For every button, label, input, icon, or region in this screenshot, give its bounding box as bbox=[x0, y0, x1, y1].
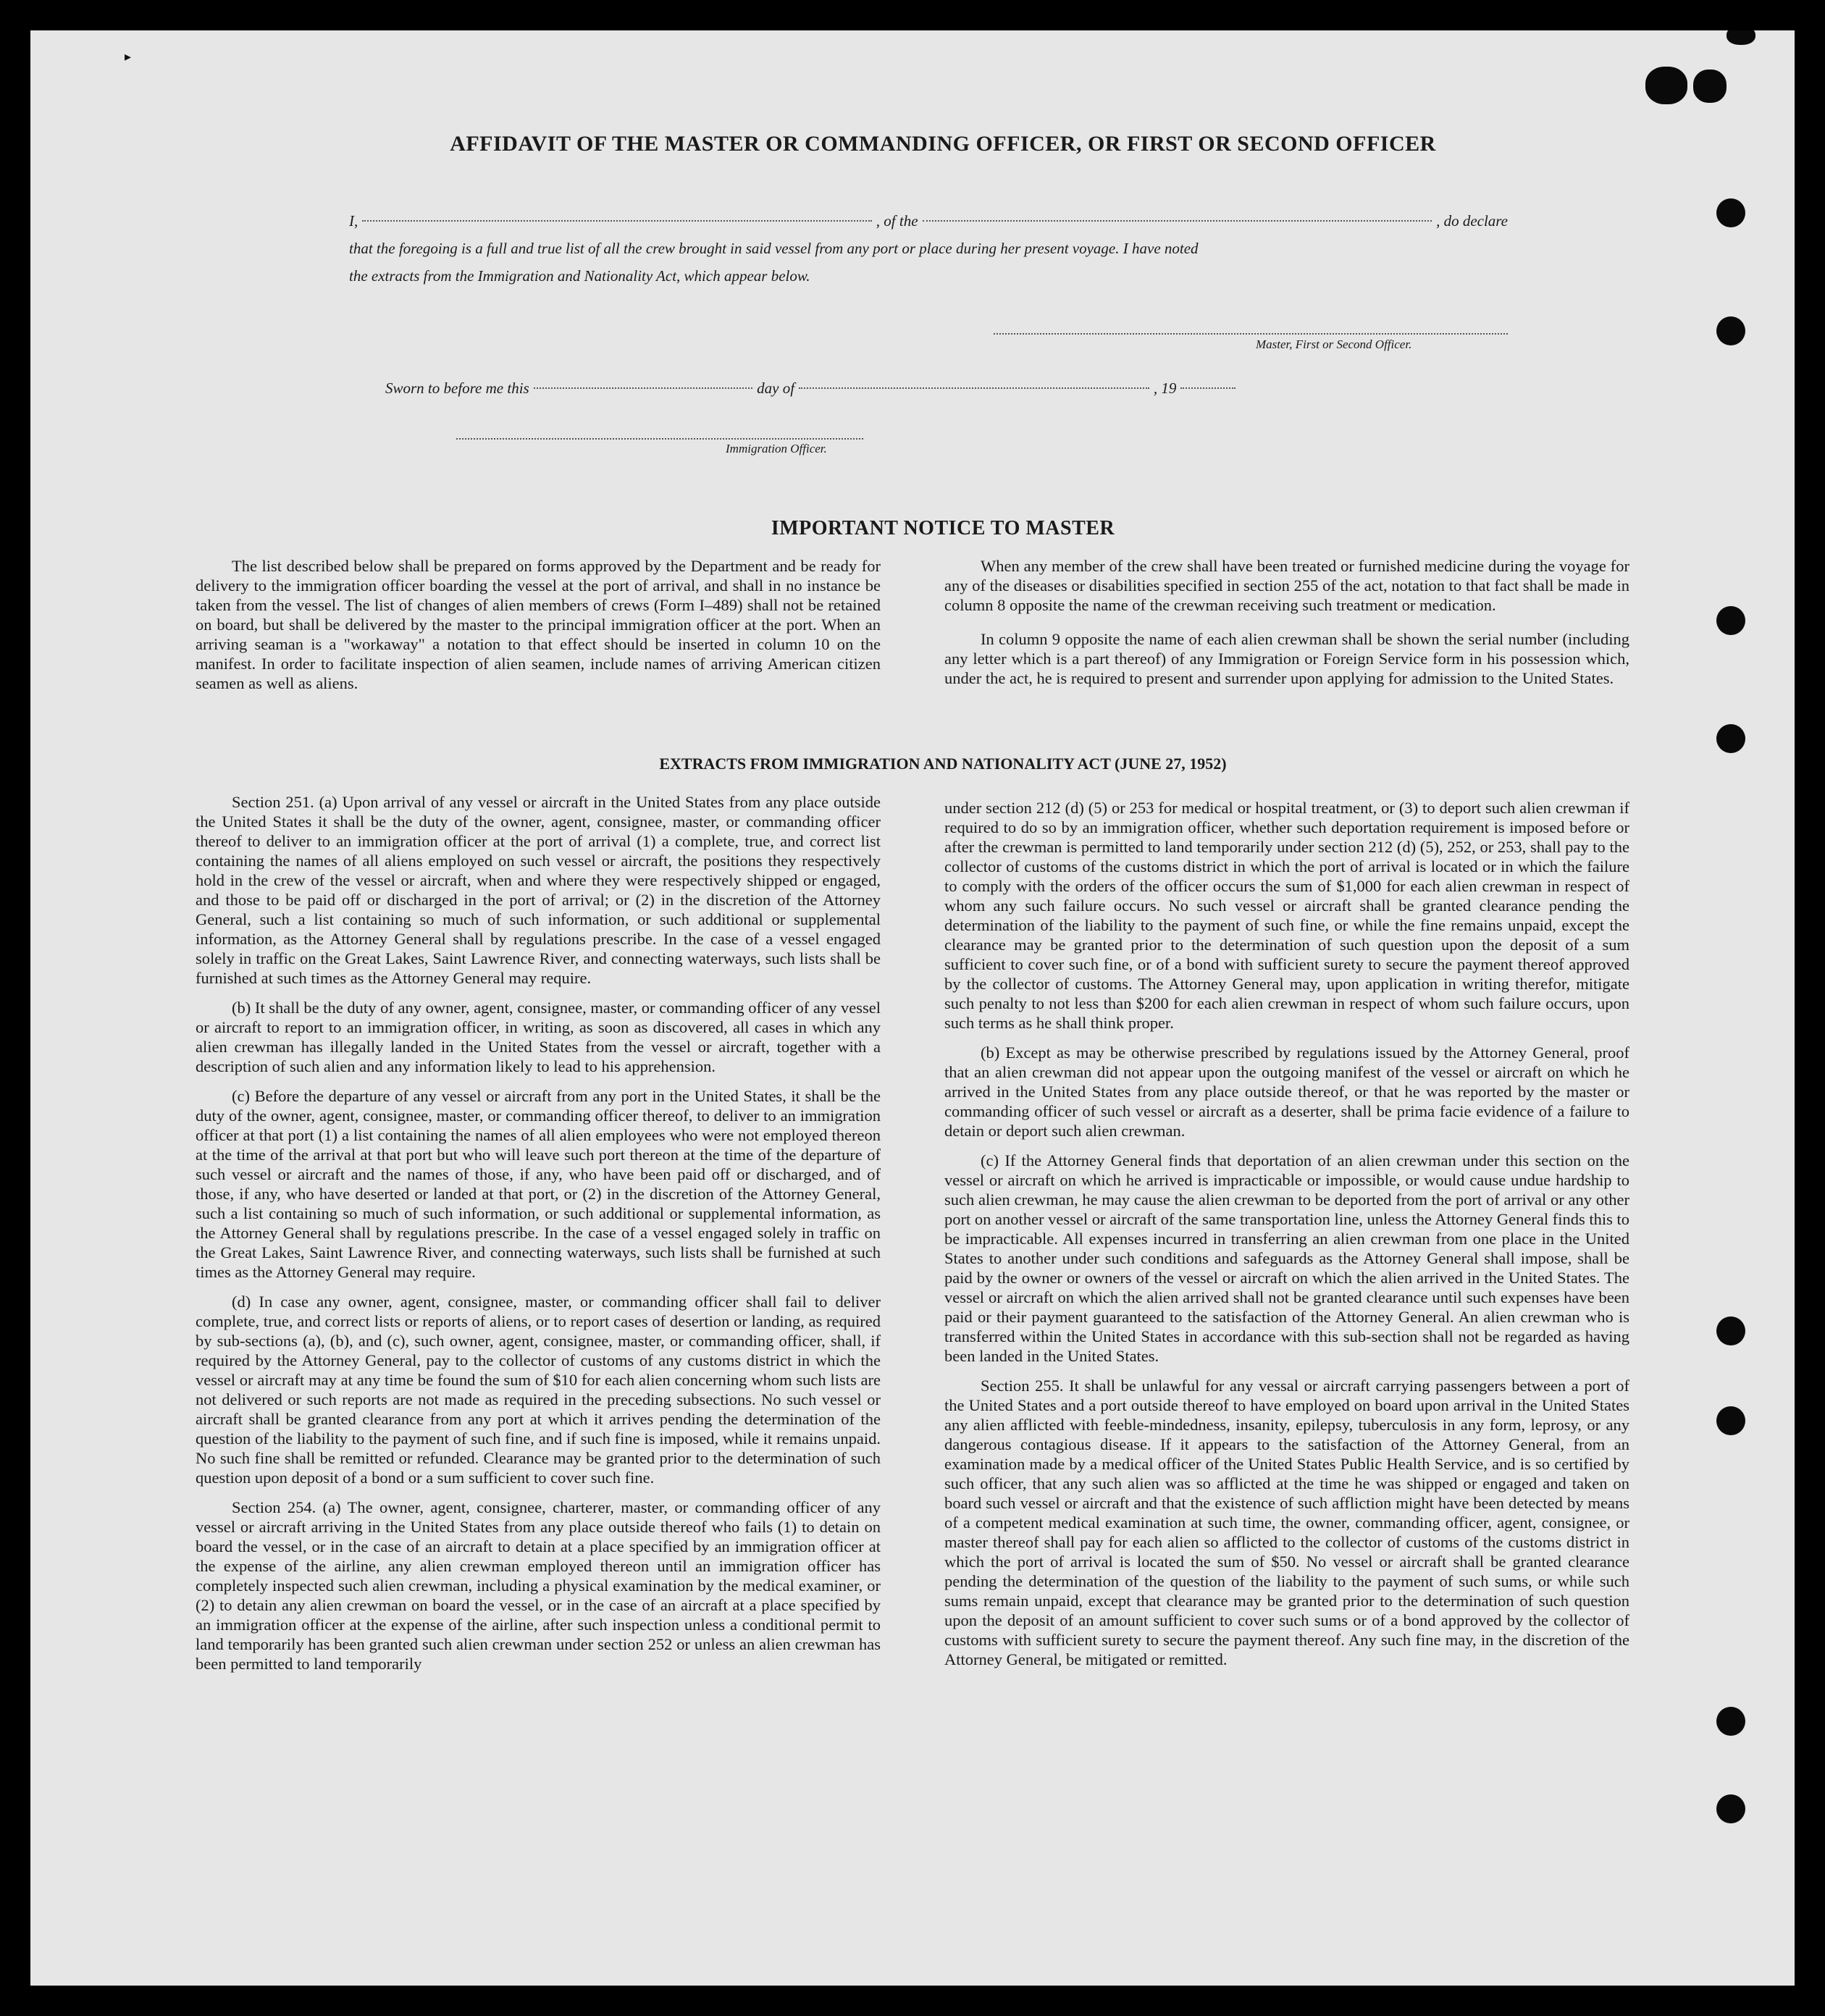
notice-title: IMPORTANT NOTICE TO MASTER bbox=[771, 517, 1115, 539]
officer-signature-label: Immigration Officer. bbox=[726, 442, 827, 455]
punch-hole-icon bbox=[1716, 1406, 1745, 1435]
master-signature-label: Master, First or Second Officer. bbox=[1256, 337, 1412, 351]
sworn-year-field[interactable] bbox=[1180, 387, 1235, 389]
punch-hole-icon bbox=[1716, 1794, 1745, 1823]
extract-paragraph: (d) In case any owner, agent, consignee, master, or commanding officer shall fail to deliver complete, true, and correct lists or reports of aliens, or to report cases of desertion or landing, as required by sub-sections (a), (b), and (c), such owner, agent, consignee, master, or commanding officer, shall, if required by the Attorney General, pay to the collector of customs of any customs district in which the vessel or aircraft may at any time be found the sum of $10 for each alien concerning whom such lists are not delivered or such reports are not made as required in the preceding subsections. No such vessel or aircraft shall be granted clearance from any port at which it arrives pending the determination of the question of the liability to the payment of such fine, and if such fine is imposed, while it remains unpaid. No such fine shall be remitted or refunded. Clearance may be granted prior to the determination of such question upon deposit of a bond or a sum sufficient to cover such fine. bbox=[196, 1293, 881, 1487]
extract-paragraph: Section 251. (a) Upon arrival of any vessel or aircraft in the United States from any place outside the United States it shall be the duty of the owner, agent, consignee, master, or commanding officer thereof to deliver to an immigration officer at the port of arrival (1) a complete, true, and correct list containing the names of all aliens employed on such vessel or aircraft, the positions they respectively hold in the crew of the vessel or aircraft, when and where they were respectively shipped or engaged, and those to be paid off or discharged in the port of arrival; or (2) in the discretion of the Attorney General, such a list containing so much of such information, or such additional or supplemental information, as the Attorney General shall by regulations prescribe. In the case of a vessel engaged solely in traffic on the Great Lakes, Saint Lawrence River, and connecting waterways, such lists shall be furnished at such times as the Attorney General may require. bbox=[196, 793, 881, 987]
notice-paragraph: In column 9 opposite the name of each alien crewman shall be shown the serial number (including any letter which is a part thereof) of any Immigration or Foreign Service form in his possession which, under the act, he is required to present and surrender upon applying for admission to the United States. bbox=[944, 630, 1629, 687]
sworn-label: Sworn to before me this bbox=[385, 379, 529, 397]
binding-blob-icon bbox=[1645, 67, 1687, 104]
extract-paragraph: under section 212 (d) (5) or 253 for medical or hospital treatment, or (3) to deport such alien crewman if required to do so by an immigration officer, whether such deportation requirement is imposed before or after the crewman is permitted to land temporarily under section 212 (d) (5), 252, or 253, shall pay to the collector of customs of the customs district in which the port of arrival is located or in which the failure to comply with the orders of the officer occurs the sum of $1,000 for each alien crewman in respect of whom any such failure occurs. No such vessel or aircraft shall be granted clearance pending the determination of the liability to the payment of such fine, or while the fine remains unpaid, except the clearance may be granted prior to the determination of such question upon the deposit of a sum sufficient to cover such fine, or of a bond with sufficient surety to secure the payment thereof approved by the collector of customs. The Attorney General may, upon application in writing therefor, mitigate such penalty to not less than $200 for each alien crewman in respect of whom such failure occurs, upon such terms as he shall think proper. bbox=[944, 799, 1629, 1032]
extract-paragraph: Section 255. It shall be unlawful for any vessal or aircraft carrying passengers between a port of the United States and a port outside thereof to have employed on board upon arrival in the United States any alien afflicted with feeble-mindedness, insanity, epilepsy, tuberculosis in any form, leprosy, or any dangerous contagious disease. If it appears to the satisfaction of the Attorney General, from an examination made by a medical officer of the United States Public Health Service, and is so certified by such officer, that any such alien was so afflicted at the time he was shipped or engaged and taken on board such vessel or aircraft and that the existence of such affliction might have been detected by means of a competent medical examination at such time, the owner, commanding officer, agent, consignee, or master thereof shall pay for each alien so afflicted to the collector of customs of the customs district in which the port of arrival is located the sum of $50. No vessel or aircraft shall be granted clearance pending the determination of the question of the liability to the payment of such sums, or while such sums remain unpaid, except that clearance may be granted prior to the determination of such question upon the deposit of an amount sufficient to cover such sums or of a bond approved by the collector of customs with sufficient surety to secure the payment thereof. Any such fine may, in the discretion of the Attorney General, be mitigated or remitted. bbox=[944, 1377, 1629, 1668]
punch-hole-icon bbox=[1716, 1707, 1745, 1736]
master-signature-field[interactable] bbox=[994, 333, 1508, 335]
notice-right-column bbox=[944, 556, 1629, 698]
declarant-prefix: I, bbox=[349, 212, 358, 230]
notice-left-column bbox=[196, 556, 881, 703]
declaration bbox=[349, 207, 1508, 290]
vessel-name-field[interactable] bbox=[923, 220, 1432, 222]
sworn-line bbox=[385, 379, 1240, 398]
extracts-title: EXTRACTS FROM IMMIGRATION AND NATIONALITY ACT (JUNE 27, 1952) bbox=[659, 755, 1227, 773]
punch-hole-icon bbox=[1716, 1316, 1745, 1345]
extract-paragraph: (c) Before the departure of any vessel or aircraft from any port in the United States, it shall be the duty of the owner, agent, consignee, master, or commanding officer thereof, to deliver to an immigration officer at that port (1) a list containing the names of all alien employees who were not employed thereon at the time of the arrival at that port but who will leave such port thereon at the time of the departure of such vessel or aircraft and the names of those, if any, who have been paid off or discharged, and of those, if any, who have deserted or landed at that port, or (2) in the discretion of the Attorney General, such a list containing so much of such information, or such additional or supplemental information, as the Attorney General shall by regulations prescribe. In the case of a vessel engaged solely in traffic on the Great Lakes, Saint Lawrence River, and connecting waterways, such lists shall be furnished at such times as the Attorney General may require. bbox=[196, 1087, 881, 1281]
extract-paragraph: (b) It shall be the duty of any owner, agent, consignee, master, or commanding officer of any vessel or aircraft to report to an immigration officer, in writing, as soon as discovered, all cases in which any alien crewman has illegally landed in the United States from the vessel or aircraft, together with a description of such alien and any information likely to lead to his apprehension. bbox=[196, 999, 881, 1075]
extracts-left-column bbox=[196, 792, 881, 1684]
binding-blob-icon bbox=[1693, 70, 1727, 103]
sworn-month-field[interactable] bbox=[799, 387, 1149, 389]
notice-paragraph: When any member of the crew shall have been treated or furnished medicine during the voyage for any of the diseases or disabilities specified in section 255 of the act, notation to that fact shall be made in column 8 opposite the name of the crewman receiving such treatment or medication. bbox=[944, 557, 1629, 614]
document-page bbox=[30, 30, 1795, 1986]
notice-paragraph: The list described below shall be prepared on forms approved by the Department and be ready for delivery to the immigration officer boarding the vessel at the port of arrival, and shall in no instance be taken from the vessel. The list of changes of alien members of crews (Form I–489) shall not be retained on board, but shall be delivered by the master to the principal immigration officer at the port. When an arriving seaman is a "workaway" a notation to that effect should be inserted in column 10 on the manifest. In order to facilitate inspection of alien seamen, include names of arriving American citizen seamen as well as aliens. bbox=[196, 557, 881, 692]
affidavit-title: AFFIDAVIT OF THE MASTER OR COMMANDING OFFICER, OR FIRST OR SECOND OFFICER bbox=[450, 132, 1436, 156]
punch-hole-icon bbox=[1716, 606, 1745, 635]
year-label: , 19 bbox=[1153, 379, 1177, 397]
do-declare-label: , do declare bbox=[1436, 212, 1509, 230]
punch-hole-icon bbox=[1716, 724, 1745, 753]
declaration-line-2: that the foregoing is a full and true list of all the crew brought in said vessel from any port or place during her present voyage. I have noted bbox=[349, 240, 1199, 257]
extracts-right-column bbox=[944, 798, 1629, 1679]
punch-hole-icon bbox=[1716, 316, 1745, 345]
arrow-mark-icon: ▸ bbox=[125, 49, 132, 64]
extract-paragraph: Section 254. (a) The owner, agent, consignee, charterer, master, or commanding officer of any vessel or aircraft arriving in the United States from any place outside thereof who fails (1) to detain on board the vessel, or in the case of an aircraft to detain at a place specified by an immigration officer at the expense of the airline, any alien crewman employed thereon until an immigration officer has completely inspected such alien crewman, including a physical examination by the medical examiner, or (2) to detain any alien crewman on board the vessel, or in the case of an aircraft at a place specified by an immigration officer at the expense of the airline, after such inspection unless a conditional permit to land temporarily has been granted such alien crewman under section 252 or unless an alien crewman has been permitted to land temporarily bbox=[196, 1498, 881, 1673]
binding-blob-icon bbox=[1727, 30, 1755, 45]
sworn-day-field[interactable] bbox=[534, 387, 752, 389]
declaration-line-3: the extracts from the Immigration and Nationality Act, which appear below. bbox=[349, 267, 810, 285]
extract-paragraph: (b) Except as may be otherwise prescribed by regulations issued by the Attorney General, proof that an alien crewman did not appear upon the outgoing manifest of the vessel or aircraft on which he arrived in the United States from any place outside thereof, or that he was reported by the master or commanding officer of such vessel or aircraft as a deserter, shall be prima facie evidence of a failure to detain or deport such alien crewman. bbox=[944, 1043, 1629, 1140]
day-of-label: day of bbox=[757, 379, 795, 397]
extract-paragraph: (c) If the Attorney General finds that deportation of an alien crewman under this section on the vessel or aircraft on which he arrived is impracticable or impossible, or would cause undue hardship to such alien crewman, he may cause the alien crewman to be deported from the port of arrival or any other port on another vessel or aircraft of the same transportation line, unless the Attorney General finds this to be impracticable. All expenses incurred in transferring an alien crewman from one place in the United States to another under such conditions and safeguards as the Attorney General shall impose, shall be paid by the owner or owners of the vessel or aircraft on which the alien arrived in the United States. The vessel or aircraft on which the alien arrived shall not be granted clearance until such expenses have been paid or their payment guaranteed to the satisfaction of the Attorney General. An alien crewman who is transferred within the United States in accordance with this sub-section shall not be regarded as having been landed in the United States. bbox=[944, 1151, 1629, 1365]
punch-hole-icon bbox=[1716, 198, 1745, 227]
of-the-label: , of the bbox=[876, 212, 918, 230]
declarant-name-field[interactable] bbox=[362, 220, 872, 222]
officer-signature-field[interactable] bbox=[456, 438, 863, 440]
